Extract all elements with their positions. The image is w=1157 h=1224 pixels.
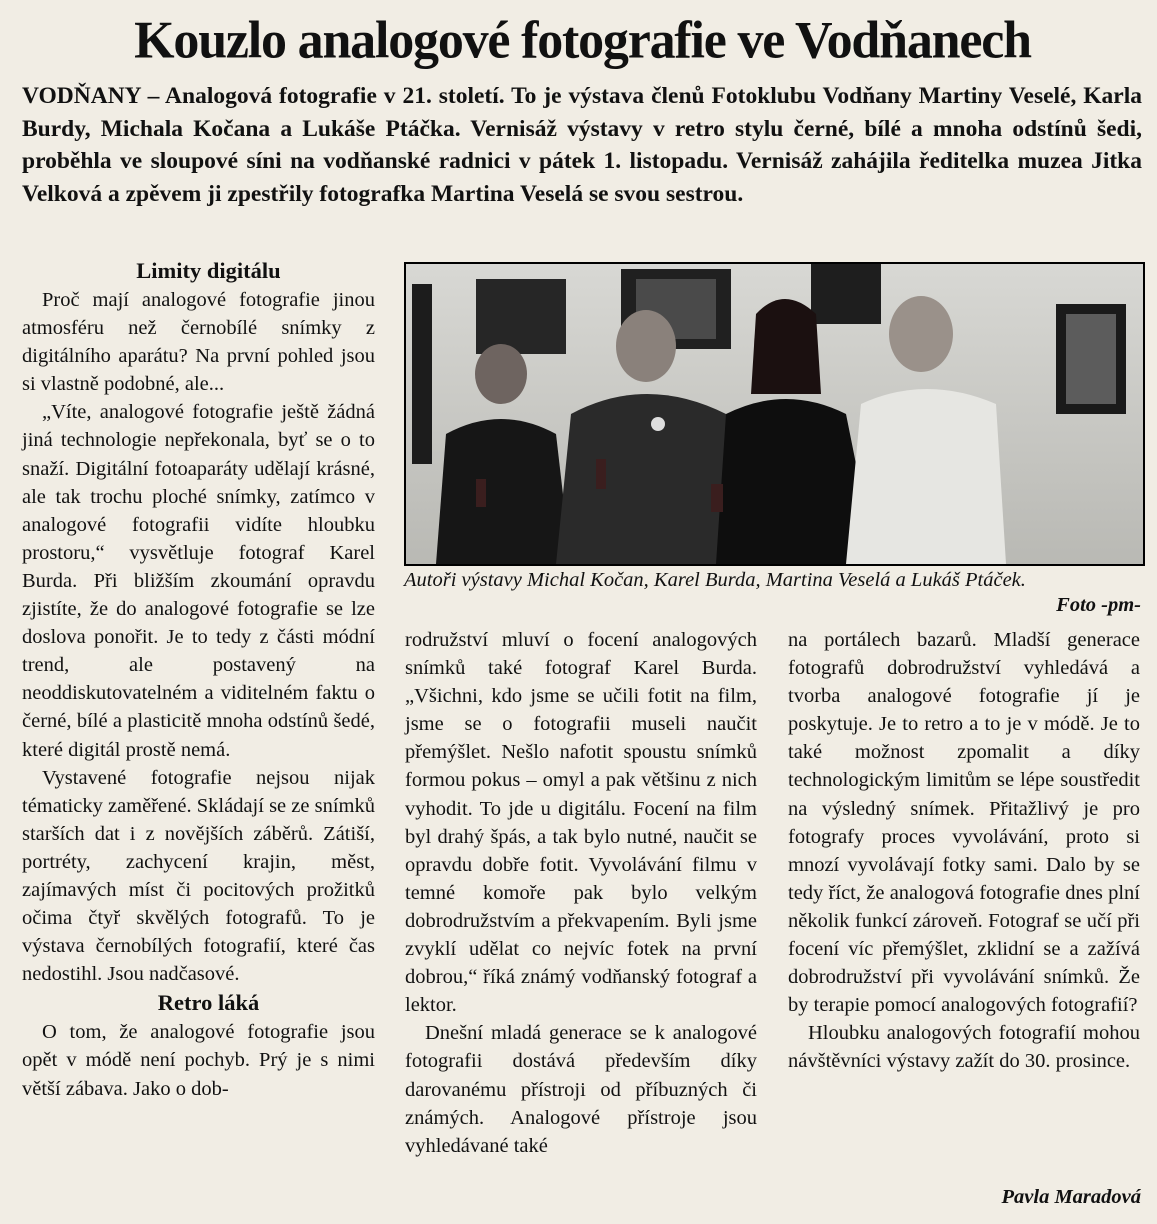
photo-credit: Foto -pm- — [1056, 594, 1141, 616]
paragraph: O tom, že analogové fotografie jsou opět v módě není pochyb. Prý je s nimi větší zábava. Jako o dob- — [22, 1021, 375, 1100]
paragraph: „Víte, analogové fotografie ještě žádná jiná technologie nepřekonala, byť se o to snaží. Digitální fotoaparáty udělají krásné, ale tak trochu ploché snímky, zatímco v analogové fotografii vidíte hloubku prostoru,“ vysvětluje fotograf Karel Burda. Při bližším zkoumání opravdu zjistíte, že do analogové fotografie se lze doslova ponořit. Je to tedy z části módní trend, ale postavený na neoddiskutovatelném a viditelném faktu o černé, bílé a plasticitě mnoha odstínů šedé, které digitál prostě nemá. — [22, 401, 375, 761]
subhead-retro: Retro láká — [157, 990, 260, 1016]
photo-illustration — [406, 264, 1143, 564]
article-photo — [404, 262, 1145, 566]
photo-caption: Autoři výstavy Michal Kočan, Karel Burda, Martina Veselá a Lukáš Ptáček. — [404, 569, 1026, 591]
paragraph: Vystavené fotografie nejsou nijak tématicky zaměřené. Skládají se ze snímků starších dat i z novějších záběrů. Zátiší, portréty, zachycení krajin, měst, zajímavých míst či pocitových prožitků očima čtyř skvělých fotografů. To je výstava černobílých fotografií, které čas nedostihl. Jsou nadčasové. — [22, 766, 375, 986]
paragraph: rodružství mluví o focení analogových snímků také fotograf Karel Burda. „Všichni, kdo jsme se učili fotit na film, jsme se o fotografii museli naučit přemýšlet. Nešlo nafotit spoustu snímků formou pokus – omyl a pak většinu z nich vyhodit. To jde u digitálu. Focení na film byl drahý špás, a tak bylo nutné, naučit se opravdu dobře fotit. Vyvolávání filmu v temné komoře pak bylo velkým dobrodružstvím a překvapením. Byli jsme zvyklí udělat co nejvíc fotek na první dobrou,“ říká známý vodňanský fotograf a lektor. — [405, 629, 757, 1017]
lead-paragraph: VODŇANY – Analogová fotografie v 21. století. To je výstava členů Fotoklubu Vodňany Martiny Veselé, Karla Burdy, Michala Kočana a Lukáše Ptáčka. Vernisáž výstavy v retro stylu černé, bílé a mnoha odstínů šedi, proběhla ve sloupové síni na vodňanské radnici v pátek 1. listopadu. Vernisáž zahájila ředitelka muzea Jitka Velková a zpěvem ji zpestřily fotografka Martina Veselá se svou sestrou. — [22, 83, 1142, 207]
subhead-limity: Limity digitálu — [136, 258, 281, 283]
paragraph: Hloubku analogových fotografií mohou návštěvníci výstavy zažít do 30. prosince. — [788, 1022, 1140, 1073]
column-1 — [22, 256, 375, 1103]
paragraph: Proč mají analogové fotografie jinou atmosféru než černobílé snímky z digitálního aparátu? Na první pohled jsou si vlastně podobné, ale... — [22, 289, 375, 396]
headline: Kouzlo analogové fotografie ve Vodňanech — [134, 11, 1031, 70]
paragraph: na portálech bazarů. Mladší generace fotografů dobrodružství vyhledává a tvorba analogové fotografie jí je poskytuje. Je to retro a to je v módě. Je to také možnost zpomalit a díky technologickým limitům se lépe soustředit na výsledný snímek. Přitažlivý je pro fotografy proces vyvolávání, proto si mnozí vyvolávají fotky sami. Dalo by se tedy říct, že analogová fotografie dnes plní několik funkcí zároveň. Fotograf se učí při focení víc přemýšlet, zklidní se a zažívá dobrodružství při vyvolávání snímků. Že by terapie pomocí analogových fotografií? — [788, 629, 1140, 1017]
column-3 — [788, 626, 1140, 1076]
column-2 — [405, 626, 757, 1160]
paragraph: Dnešní mladá generace se k analogové fotografii dostává především díky darovanému přístroji od příbuzných či známých. Analogové přístroje jsou vyhledávané také — [405, 1022, 757, 1157]
author-signature: Pavla Maradová — [1001, 1186, 1141, 1208]
